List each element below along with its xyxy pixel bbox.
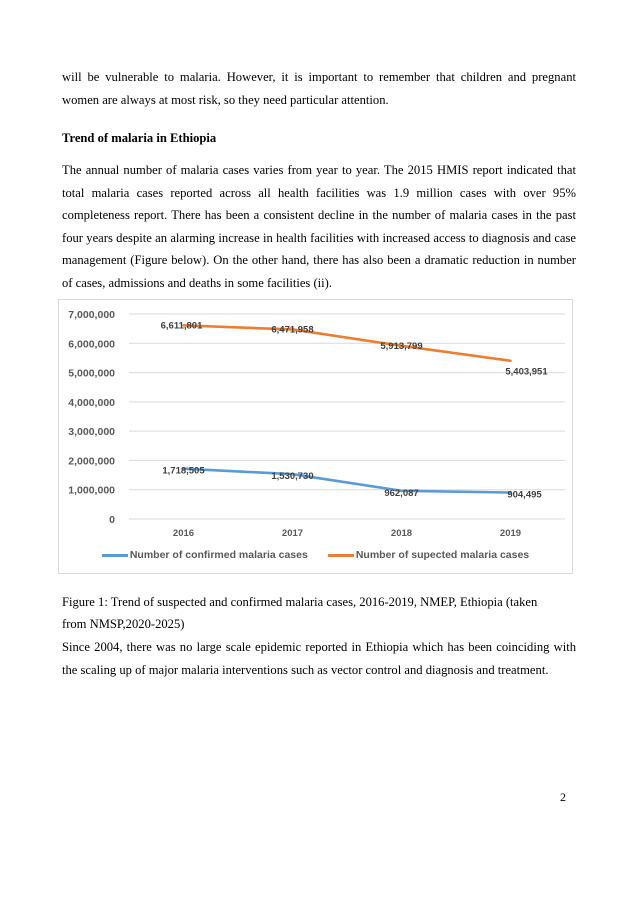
y-tick-label: 7,000,000	[68, 309, 115, 321]
body-paragraph: The annual number of malaria cases varies from year to year. The 2015 HMIS report indicated that total malaria cases reported across all health facilities was 1.9 million cases with over 95% completeness report. There has been a consistent decline in the number of malaria cases in the past four years despite an alarming increase in health facilities with increased access to diagnosis and case management (Figure below). On the other hand, there has also been a dramatic reduction in number of cases, admissions and deaths in some facilities (ii).	[62, 163, 576, 290]
data-label: 5,913,799	[380, 340, 423, 352]
legend-label-suspected: Number of supected malaria cases	[355, 549, 530, 561]
chart-legend	[59, 549, 572, 561]
y-tick-label: 4,000,000	[68, 396, 115, 409]
x-tick-label: 2019	[499, 528, 522, 539]
data-label: 1,718,505	[162, 465, 205, 477]
data-label: 1,530,730	[271, 471, 314, 483]
x-tick-label: 2016	[172, 528, 195, 539]
malaria-trend-chart	[58, 299, 573, 574]
y-tick-label: 1,000,000	[68, 484, 115, 497]
chart-canvas	[59, 300, 574, 575]
y-tick-label: 2,000,000	[68, 455, 115, 468]
x-tick-label: 2018	[390, 528, 413, 539]
page-number: 2	[560, 790, 566, 804]
y-tick-label: 0	[109, 514, 115, 526]
section-heading: Trend of malaria in Ethiopia	[62, 131, 217, 145]
y-tick-label: 3,000,000	[68, 426, 115, 439]
intro-paragraph: will be vulnerable to malaria. However, it is important to remember that children and pregnant women are always at most risk, so they need particular attention.	[62, 70, 576, 107]
figure-caption: Figure 1: Trend of suspected and confirmed malaria cases, 2016-2019, NMEP, Ethiopia (taken from NMSP,2020-2025)	[62, 595, 538, 631]
data-label: 6,611,801	[160, 320, 203, 332]
data-label: 904,495	[507, 489, 542, 501]
x-tick-label: 2017	[281, 528, 304, 539]
legend-swatch-confirmed	[102, 554, 128, 557]
y-tick-label: 6,000,000	[68, 338, 115, 351]
legend-item-suspected	[328, 549, 529, 561]
legend-item-confirmed	[102, 549, 308, 561]
closing-paragraph: Since 2004, there was no large scale epidemic reported in Ethiopia which has been coinciding with the scaling up of major malaria interventions such as vector control and diagnosis and treatment.	[62, 640, 576, 677]
legend-swatch-suspected	[328, 554, 354, 557]
data-label: 5,403,951	[505, 366, 548, 378]
series-line-confirmed	[184, 469, 511, 493]
data-label: 962,087	[384, 487, 419, 499]
data-label: 6,471,958	[271, 324, 314, 336]
legend-label-confirmed: Number of confirmed malaria cases	[129, 549, 308, 561]
y-tick-label: 5,000,000	[68, 367, 115, 380]
